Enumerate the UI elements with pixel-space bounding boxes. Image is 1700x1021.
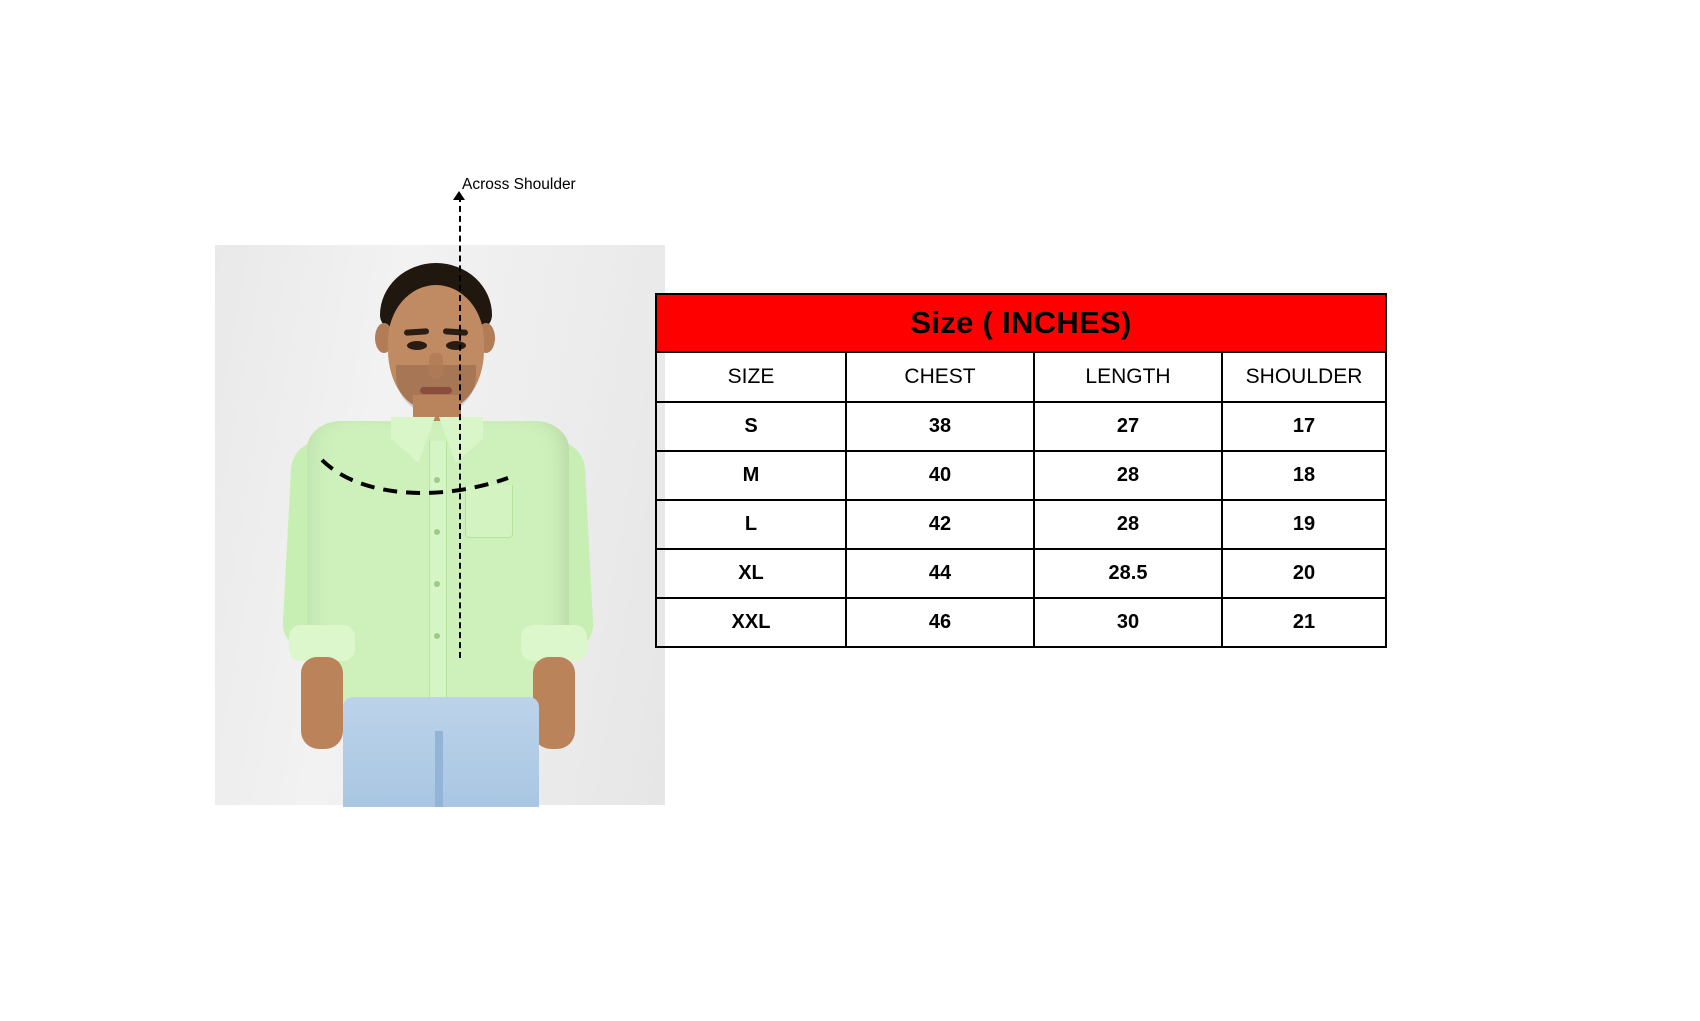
cell-shoulder: 19: [1222, 500, 1386, 549]
shirt-button: [434, 633, 440, 639]
cell-length: 27: [1034, 402, 1222, 451]
column-header-size: SIZE: [656, 352, 846, 402]
model-forearm-left: [301, 657, 343, 749]
cell-shoulder: 17: [1222, 402, 1386, 451]
cell-size: XXL: [656, 598, 846, 647]
shirt-button: [434, 529, 440, 535]
column-header-chest: CHEST: [846, 352, 1034, 402]
cell-chest: 44: [846, 549, 1034, 598]
cell-chest: 42: [846, 500, 1034, 549]
column-header-shoulder: SHOULDER: [1222, 352, 1386, 402]
shirt-cuff-left: [289, 625, 355, 661]
table-row: [656, 402, 1386, 451]
chest-measure-line: [320, 452, 510, 512]
cell-size: M: [656, 451, 846, 500]
table-row: [656, 500, 1386, 549]
model-nose: [429, 353, 443, 379]
cell-length: 28.5: [1034, 549, 1222, 598]
model-mouth: [420, 387, 452, 394]
model-eye-left: [407, 341, 427, 350]
column-header-length: LENGTH: [1034, 352, 1222, 402]
model-forearm-right: [533, 657, 575, 749]
table-row: [656, 598, 1386, 647]
shirt-cuff-right: [521, 625, 587, 661]
cell-shoulder: 20: [1222, 549, 1386, 598]
size-table-title: Size ( INCHES): [656, 294, 1386, 352]
product-photo: [215, 245, 665, 805]
across-shoulder-label: Across Shoulder: [462, 176, 576, 193]
cell-chest: 40: [846, 451, 1034, 500]
model-eye-right: [446, 341, 466, 350]
shirt-button: [434, 581, 440, 587]
cell-length: 28: [1034, 451, 1222, 500]
cell-size: L: [656, 500, 846, 549]
cell-size: S: [656, 402, 846, 451]
cell-shoulder: 21: [1222, 598, 1386, 647]
cell-length: 28: [1034, 500, 1222, 549]
cell-length: 30: [1034, 598, 1222, 647]
size-chart: [655, 293, 1385, 648]
jeans-seam: [435, 731, 443, 807]
cell-chest: 46: [846, 598, 1034, 647]
table-row: [656, 451, 1386, 500]
shoulder-measure-line: [459, 196, 461, 658]
cell-size: XL: [656, 549, 846, 598]
table-row: [656, 549, 1386, 598]
size-table: [655, 293, 1387, 648]
cell-shoulder: 18: [1222, 451, 1386, 500]
cell-chest: 38: [846, 402, 1034, 451]
